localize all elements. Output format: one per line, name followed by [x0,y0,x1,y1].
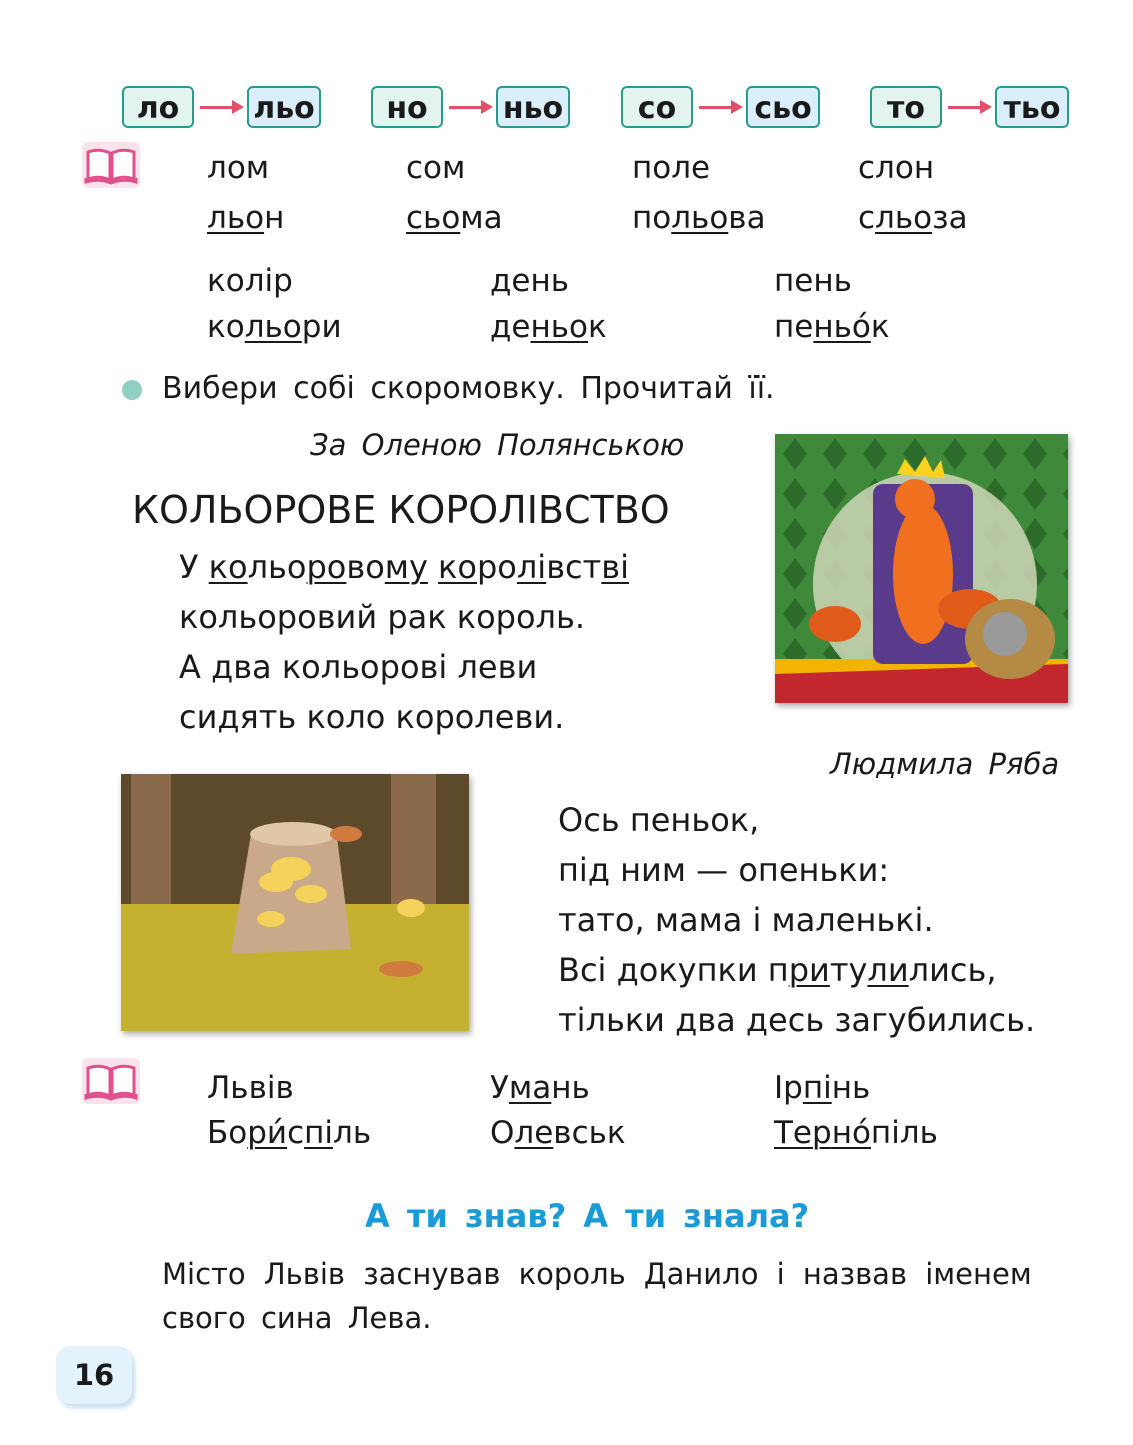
syllable-soft: льо [247,86,321,128]
city-word: Умань [490,1070,590,1106]
word: сльоза [858,200,968,236]
poem-author: Людмила Ряба [830,747,1060,781]
syllable-hard: со [621,86,693,128]
syllable-soft: ньо [496,86,570,128]
bullet-icon [122,380,142,400]
city-word: Ірпінь [774,1070,871,1106]
word: пеньо́к [774,309,890,345]
word: сом [406,150,466,186]
poem-title: КОЛЬОРОВЕ КОРОЛІВСТВО [132,488,670,532]
poem-author: За Оленою Полянською [310,428,685,462]
syllable-soft: тьо [995,86,1069,128]
poem-line: У кольоровому королівстві [179,548,630,586]
page-number: 16 [56,1346,132,1404]
city-word: Львів [207,1070,294,1106]
word: слон [858,150,935,186]
word: льон [207,200,285,236]
book-icon [82,142,140,188]
city-word: Бори́спіль [207,1115,372,1151]
arrow-icon [449,106,489,109]
city-word: Олевськ [490,1115,626,1151]
word: сьома [406,200,503,236]
stump-mushrooms-illustration [121,774,469,1031]
poem-line: А два кольорові леви [179,648,538,686]
word: польова [632,200,766,236]
word: день [490,263,570,299]
word: деньок [490,309,607,345]
syllable-hard: ло [122,86,194,128]
poem-line: сидять коло королеви. [179,698,565,736]
crayfish-king-illustration [775,434,1068,703]
fact-heading: А ти знав? А ти знала? [365,1197,810,1235]
poem-line: тато, мама і маленькі. [558,901,934,939]
fact-text: свого сина Лева. [162,1301,432,1335]
word: кольори [207,309,342,345]
poem-line: кольоровий рак король. [179,598,586,636]
word: колір [207,263,293,299]
poem-line: під ним — опеньки: [558,851,890,889]
fact-text: Місто Львів заснував король Данило і назвав іменем [162,1257,1032,1291]
word: лом [207,150,270,186]
arrow-icon [200,106,240,109]
poem-line: Ось пеньок, [558,801,760,839]
poem-line: тільки два десь загубились. [558,1001,1036,1039]
poem-line: Всі докупки притулились, [558,951,997,989]
syllable-soft: сьо [746,86,820,128]
word: пень [774,263,852,299]
task-instruction: Вибери собі скоромовку. Прочитай її. [162,371,775,406]
book-icon [82,1058,140,1104]
arrow-icon [948,106,988,109]
word: поле [632,150,711,186]
syllable-hard: то [870,86,942,128]
city-word: Терно́піль [774,1115,938,1151]
arrow-icon [699,106,739,109]
syllable-hard: но [371,86,443,128]
